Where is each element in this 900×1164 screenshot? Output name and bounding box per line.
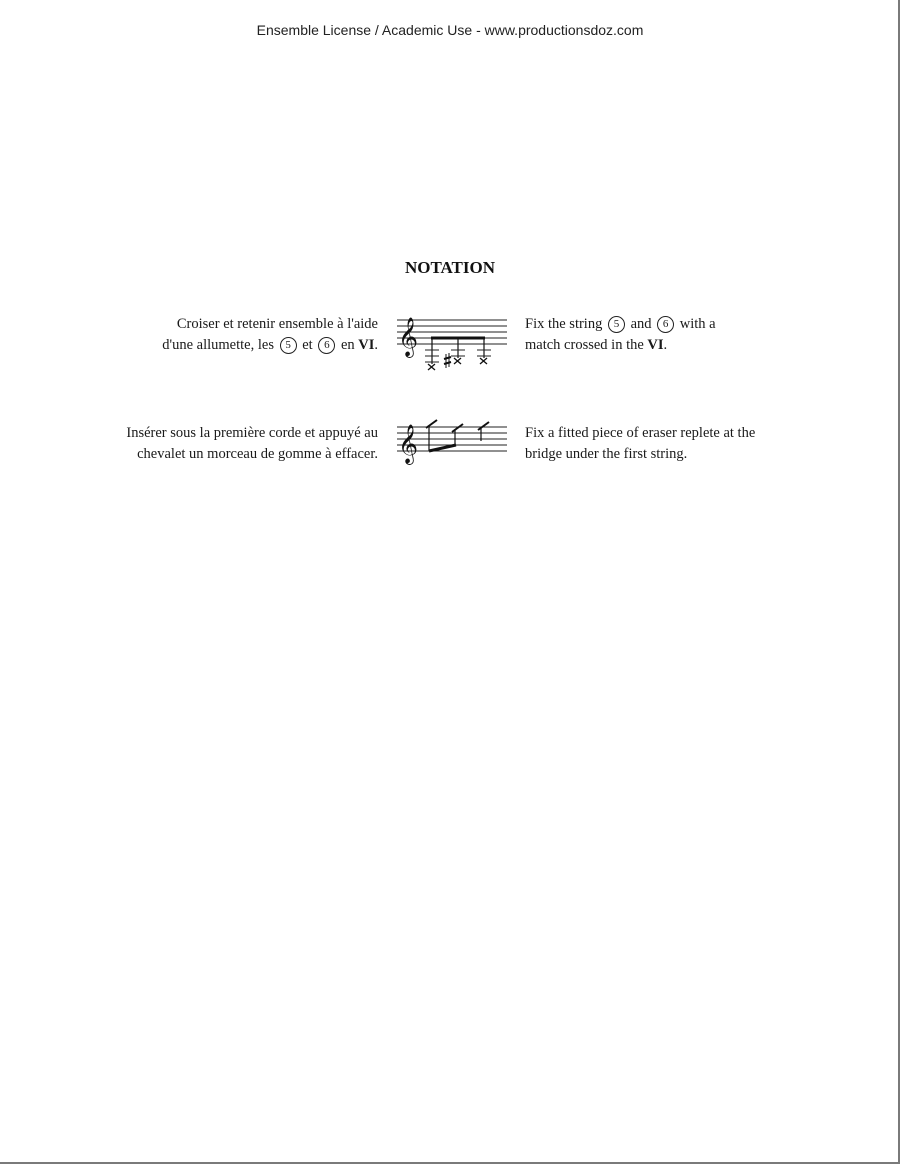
text-segment: et: [302, 337, 313, 353]
text-segment: d'une allumette, les: [162, 337, 274, 353]
position-numeral: VI: [358, 337, 375, 353]
french-line: Croiser et retenir ensemble à l'aide: [176, 316, 378, 332]
french-description: [162, 314, 378, 356]
notation-entry: [0, 423, 900, 493]
english-line: [525, 314, 716, 335]
text-segment: match crossed in the: [525, 337, 644, 353]
french-line: chevalet un morceau de gomme à effacer.: [137, 446, 378, 462]
english-description: [525, 314, 716, 356]
string-number: 5: [280, 337, 297, 354]
crossed-notes-staff-icon: [397, 310, 509, 378]
page-title: NOTATION: [404, 258, 496, 277]
string-number: 5: [608, 316, 625, 333]
english-description: [525, 423, 755, 465]
french-line: Insérer sous la première corde et appuyé au: [126, 425, 378, 441]
slash-notes-staff-icon: [397, 415, 509, 471]
french-line: [162, 335, 378, 356]
text-segment: .: [663, 337, 668, 353]
text-segment: en: [340, 337, 355, 353]
french-description: [126, 423, 378, 465]
text-segment: and: [630, 316, 652, 332]
notation-entry: [0, 314, 900, 384]
text-segment: .: [374, 337, 378, 353]
treble-clef-icon: 𝄞: [398, 317, 419, 357]
string-number: 6: [657, 316, 674, 333]
english-line: bridge under the first string.: [525, 446, 688, 462]
string-number: 6: [318, 337, 335, 354]
position-numeral: VI: [647, 337, 664, 353]
english-line: [525, 335, 716, 356]
text-segment: with a: [679, 316, 716, 332]
english-line: Fix a fitted piece of eraser replete at the: [525, 425, 756, 441]
text-segment: Fix the string: [525, 316, 603, 332]
treble-clef-icon: 𝄞: [398, 424, 419, 464]
license-header: Ensemble License / Academic Use - www.productionsdoz.com: [256, 22, 644, 38]
